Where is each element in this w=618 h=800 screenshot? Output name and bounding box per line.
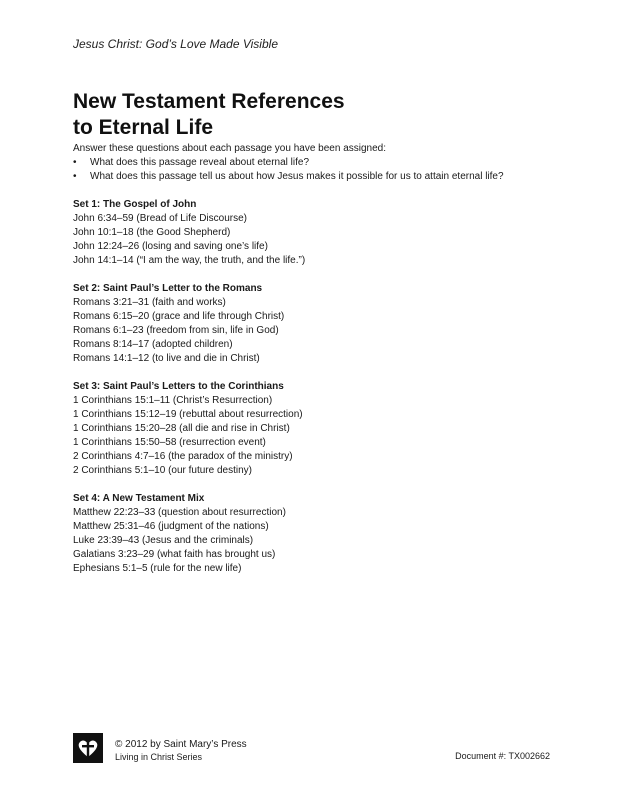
set-4 <box>73 492 305 576</box>
set-3 <box>73 380 305 478</box>
reference-item: Romans 6:15–20 (grace and life through Christ) <box>73 311 285 322</box>
document-number: Document #: TX002662 <box>455 751 550 761</box>
reference-item: 2 Corinthians 4:7–16 (the paradox of the ministry) <box>73 451 293 462</box>
reference-item: Galatians 3:23–29 (what faith has brought us) <box>73 549 276 560</box>
page-title <box>73 89 553 141</box>
reference-list <box>73 506 305 576</box>
reference-item: Ephesians 5:1–5 (rule for the new life) <box>73 563 242 574</box>
reference-item: Romans 8:14–17 (adopted children) <box>73 339 233 350</box>
running-head: Jesus Christ: God’s Love Made Visible <box>73 37 278 51</box>
instructions-text: Answer these questions about each passage you have been assigned: <box>73 143 386 154</box>
question-list <box>73 156 504 184</box>
reference-item: 1 Corinthians 15:20–28 (all die and rise in Christ) <box>73 423 290 434</box>
question-item <box>73 156 504 170</box>
question-text: What does this passage reveal about eternal life? <box>90 157 310 168</box>
reference-list <box>73 394 305 478</box>
copyright-text: © 2012 by Saint Mary’s Press <box>115 739 247 750</box>
bullet-icon: • <box>73 157 77 168</box>
reference-item: 1 Corinthians 15:50–58 (resurrection event) <box>73 437 266 448</box>
set-title: Set 2: Saint Paul’s Letter to the Romans <box>73 283 263 294</box>
reference-item: John 10:1–18 (the Good Shepherd) <box>73 227 231 238</box>
reference-item: 1 Corinthians 15:1–11 (Christ’s Resurrection) <box>73 395 273 406</box>
set-title: Set 3: Saint Paul’s Letters to the Corinthians <box>73 381 284 392</box>
set-2 <box>73 282 305 366</box>
set-title: Set 4: A New Testament Mix <box>73 493 205 504</box>
footer-copyright <box>115 738 247 764</box>
saint-marys-press-logo-icon <box>73 733 103 763</box>
instructions <box>73 142 504 184</box>
reference-item: Matthew 22:23–33 (question about resurrection) <box>73 507 286 518</box>
reference-item: 2 Corinthians 5:1–10 (our future destiny) <box>73 465 252 476</box>
question-text: What does this passage tell us about how Jesus makes it possible for us to attain eternal life? <box>90 171 504 182</box>
reference-item: Matthew 25:31–46 (judgment of the nations) <box>73 521 269 532</box>
reference-item: Romans 3:21–31 (faith and works) <box>73 297 226 308</box>
title-line-2: to Eternal Life <box>73 116 214 139</box>
set-title: Set 1: The Gospel of John <box>73 199 197 210</box>
question-item <box>73 170 504 184</box>
bullet-icon: • <box>73 171 77 182</box>
reference-list <box>73 296 305 366</box>
series-name: Living in Christ Series <box>115 752 203 762</box>
reference-sets <box>73 198 305 590</box>
title-line-1: New Testament References <box>73 90 345 113</box>
reference-item: 1 Corinthians 15:12–19 (rebuttal about resurrection) <box>73 409 303 420</box>
reference-item: Romans 6:1–23 (freedom from sin, life in God) <box>73 325 279 336</box>
reference-item: John 12:24–26 (losing and saving one’s life) <box>73 241 268 252</box>
reference-item: John 6:34–59 (Bread of Life Discourse) <box>73 213 247 224</box>
reference-item: John 14:1–14 (“I am the way, the truth, and the life.”) <box>73 255 306 266</box>
set-1 <box>73 198 305 268</box>
reference-item: Romans 14:1–12 (to live and die in Christ) <box>73 353 260 364</box>
reference-list <box>73 212 305 268</box>
reference-item: Luke 23:39–43 (Jesus and the criminals) <box>73 535 254 546</box>
